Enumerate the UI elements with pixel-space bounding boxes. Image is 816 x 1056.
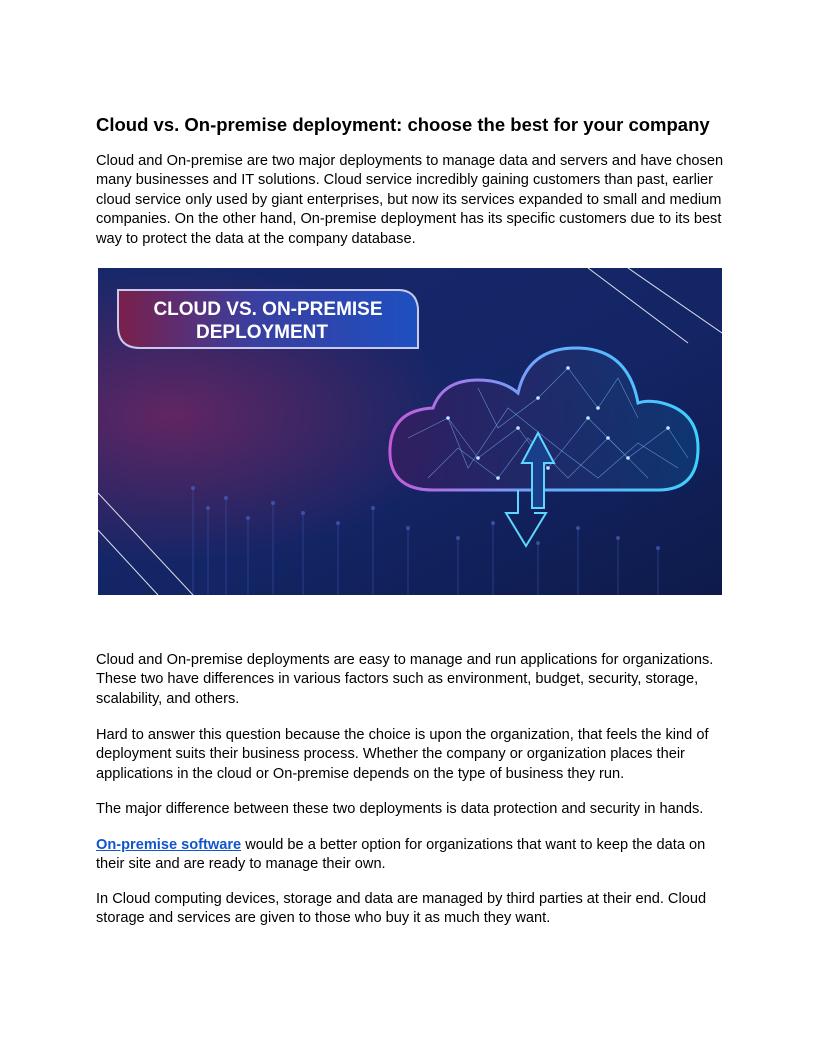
paragraph-on-premise (96, 836, 724, 875)
paragraph-differences: Cloud and On-premise deployments are easy to manage and run applications for organizations. These two have differences in various factors such as environment, budget, security, storage, scalability, and others. (96, 652, 714, 707)
cloud-banner-graphic (98, 268, 722, 595)
cloud-banner-image (98, 268, 722, 595)
paragraph-choice: Hard to answer this question because the choice is upon the organization, that feels the kind of deployment suits their business process. Whether the company or organization places their applications in the cloud or On-premise depends on the type of business they run. (96, 727, 709, 782)
paragraph-major-difference: The major difference between these two deployments is data protection and security in hands. (96, 801, 704, 817)
paragraph-on-premise-text: would be a better option for organizations that want to keep the data on their site and are ready to manage their own. (96, 837, 706, 873)
intro-paragraph: Cloud and On-premise are two major deployments to manage data and servers and have chosen many businesses and IT solutions. Cloud service incredibly gaining customers than past, earlier cloud service only used by giant enterprises, but now its services expanded to small and medium companies. On the other hand, On-premise deployment has its specific customers due to its best way to protect the data at the company database. (96, 153, 724, 247)
banner-title-line2: DEPLOYMENT (196, 322, 328, 343)
banner-title-line1: CLOUD VS. ON-PREMISE (153, 299, 383, 320)
paragraph-cloud-computing: In Cloud computing devices, storage and data are managed by third parties at their end. Cloud storage and services are given to those who buy it as much they want. (96, 891, 707, 927)
on-premise-software-link[interactable]: On-premise software (96, 837, 242, 853)
page-title: Cloud vs. On-premise deployment: choose the best for your company (96, 114, 710, 135)
